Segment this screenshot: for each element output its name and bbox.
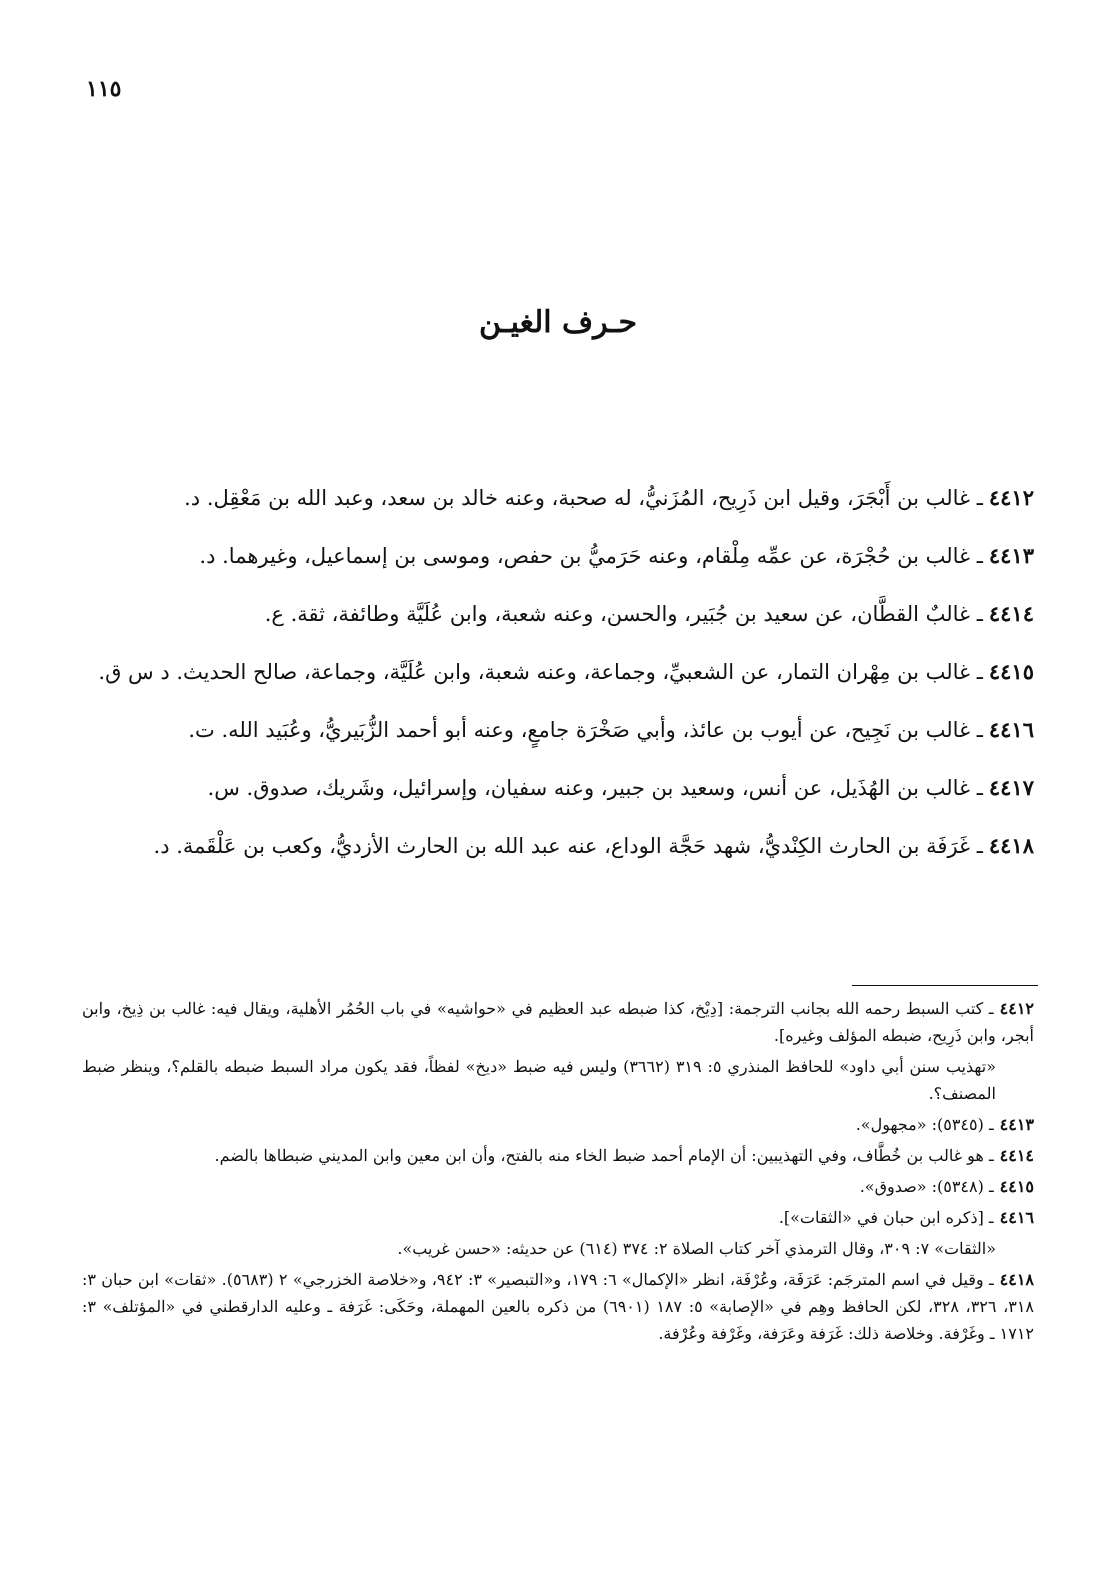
entry-4413 (82, 538, 1034, 574)
footnote-text: ـ كتب السبط رحمه الله بجانب الترجمة: [دِيْخ، كذا ضبطه عبد العظيم في «حواشيه» في باب الحُمُر الأهلية، ويقال فيه: غالب بن ذِيخ، وابن أبجر، وابن ذَرِيح، ضبطه المؤلف وغيره]. (82, 999, 1034, 1045)
entry-text: ـ غالب بن الهُذَيل، عن أنس، وسعيد بن جبير، وعنه سفيان، وإسرائيل، وشَريك، صدوق. س. (207, 776, 983, 800)
entry-text: ـ غالبٌ القطَّان، عن سعيد بن جُبَير، والحسن، وعنه شعبة، وابن عُلَيَّة وطائفة، ثقة. ع. (264, 602, 983, 626)
section-title: حـرف الغيـن (478, 305, 638, 340)
entry-text: ـ غَرَفَة بن الحارث الكِنْديُّ، شهد حَجَّة الوداع، عنه عبد الله بن الحارث الأزديُّ، وكعب بن عَلْقَمة. د. (153, 834, 983, 858)
footnote-number: ٤٤١٨ (999, 1270, 1035, 1289)
entry-4414 (82, 596, 1034, 632)
entry-4417 (82, 770, 1034, 806)
entry-number: ٤٤١٨ (988, 833, 1034, 858)
footnote-number: ٤٤١٥ (999, 1177, 1034, 1196)
footnote-divider (852, 985, 1038, 986)
entry-text: ـ غالب بن نَجِيح، عن أيوب بن عائذ، وأبي صَخْرَة جامعٍ، وعنه أبو أحمد الزُّبَيريُّ، وعُبَيد الله. ت. (188, 718, 983, 742)
entry-4418 (82, 828, 1034, 864)
entry-4416 (82, 712, 1034, 748)
entry-text: ـ غالب بن حُجْرَة، عن عمِّه مِلْقام، وعنه حَرَميُّ بن حفص، وموسى بن إسماعيل، وغيرهما. د. (199, 544, 983, 568)
entry-number: ٤٤١٢ (988, 485, 1034, 510)
entry-4415 (82, 654, 1034, 690)
footnote-4415 (82, 1173, 1034, 1200)
entry-number: ٤٤١٣ (988, 543, 1034, 568)
footnote-text: «الثقات» ٧: ٣٠٩، وقال الترمذي آخر كتاب الصلاة ٢: ٣٧٤ (٦١٤) عن حديثه: «حسن غريب». (397, 1239, 996, 1258)
footnote-text: ـ هو غالب بن خُطَّاف، وفي التهذيبين: أن الإمام أحمد ضبط الخاء منه بالفتح، وأن ابن معين وابن المديني ضبطاها بالضم. (214, 1146, 994, 1165)
entry-number: ٤٤١٦ (988, 717, 1034, 742)
footnote-number: ٤٤١٣ (999, 1115, 1034, 1134)
footnote-text: ـ (٥٣٤٥): «مجهول». (855, 1115, 994, 1134)
entry-text: ـ غالب بن أَبْجَرَ، وقيل ابن ذَرِيح، المُزَنيُّ، له صحبة، وعنه خالد بن سعد، وعبد الله بن مَعْقِل. د. (184, 486, 983, 510)
entry-number: ٤٤١٧ (988, 775, 1034, 800)
page-number: ١١٥ (86, 76, 122, 102)
footnote-number: ٤٤١٦ (999, 1208, 1034, 1227)
footnote-continuation (82, 1235, 1034, 1262)
entry-number: ٤٤١٤ (988, 601, 1034, 626)
entry-text: ـ غالب بن مِهْران التمار، عن الشعبيِّ، وجماعة، وعنه شعبة، وابن عُلَيَّة، وجماعة، صالح الحديث. د س ق. (98, 660, 983, 684)
footnote-text: ـ (٥٣٤٨): «صدوق». (859, 1177, 994, 1196)
footnote-4416 (82, 1204, 1034, 1231)
footnotes-list (82, 995, 1034, 1351)
footnote-4414 (82, 1142, 1034, 1169)
entry-4412 (82, 480, 1034, 516)
footnote-4418 (82, 1266, 1034, 1347)
footnote-continuation (82, 1053, 1034, 1107)
footnote-number: ٤٤١٢ (999, 999, 1034, 1018)
entry-number: ٤٤١٥ (988, 659, 1034, 684)
footnote-text: ـ وقيل في اسم المترجَم: عَرَفَة، وعُرْفَة، انظر «الإكمال» ٦: ١٧٩، و«التبصير» ٣: ٩٤٢، و«خلاصة الخزرجي» ٢ (٥٦٨٣). «ثقات» ابن حبان ٣: ٣١٨، ٣٢٦، ٣٢٨، لكن الحافظ وهِم في «الإصابة» ٥: ١٨٧ (٦٩٠١) من ذكره بالعين المهملة، وحَكَى: غَرَفة ـ وعليه الدارقطني في «المؤتلف» ٣: ١٧١٢ ـ وغَرْفة. وخلاصة ذلك: غَرَفة وعَرَفة، وغَرْفة وعُرْفة. (82, 1270, 1035, 1343)
entries-list (82, 480, 1034, 886)
footnote-number: ٤٤١٤ (999, 1146, 1034, 1165)
footnote-text: ـ [ذكره ابن حبان في «الثقات»]. (778, 1208, 994, 1227)
footnote-text: «تهذيب سنن أبي داود» للحافظ المنذري ٥: ٣١٩ (٣٦٦٢) وليس فيه ضبط «ديخ» لفظاً، فقد يكون مراد السبط ضبطه بالقلم؟، وينظر ضبط المصنف؟. (82, 1057, 997, 1103)
footnote-4413 (82, 1111, 1034, 1138)
footnote-4412 (82, 995, 1034, 1049)
